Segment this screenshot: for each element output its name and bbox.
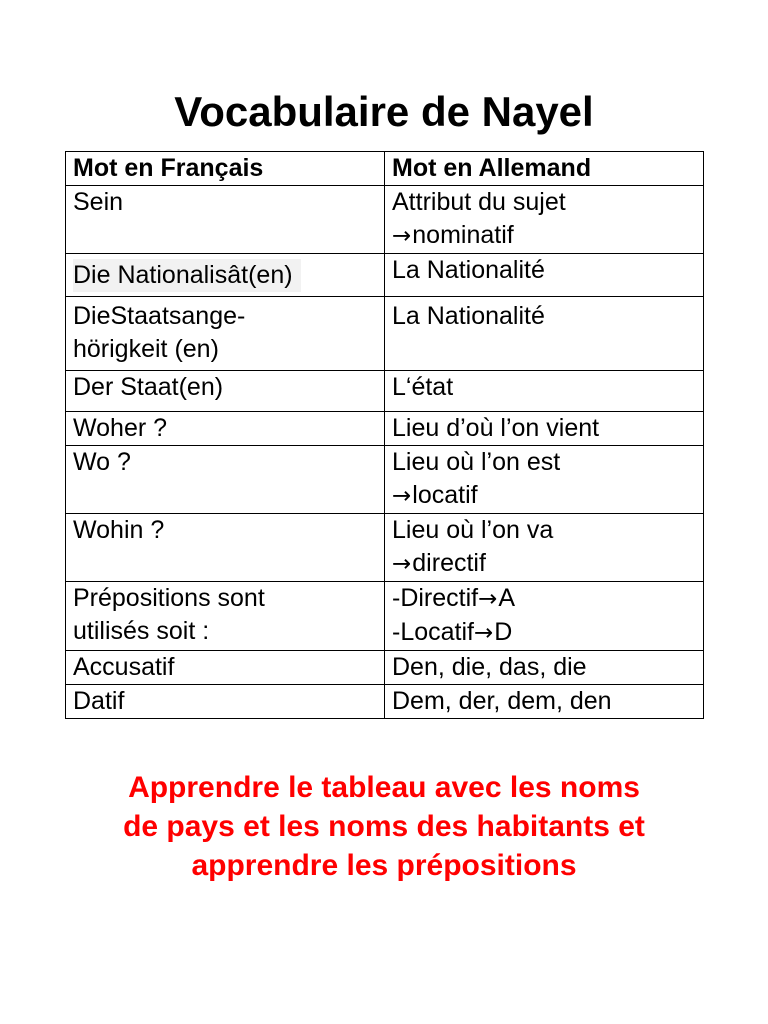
cell-text: Datif [73,687,125,715]
cell-french [66,582,385,651]
cell-text: Woher ? [73,414,168,442]
table-row [66,371,704,412]
table-header-row [66,152,704,186]
cell-german [385,651,704,685]
table-row [66,297,704,371]
cell-french [66,254,385,297]
cell-french [66,412,385,446]
cell-text: Accusatif [73,653,175,681]
cell-text: D [494,618,513,646]
vocabulary-table [65,151,704,719]
cell-french [66,446,385,514]
cell-text: Den, die, das, die [392,653,587,681]
note-line: apprendre les prépositions [191,849,577,882]
page-title: Vocabulaire de Nayel [174,88,594,135]
cell-german [385,186,704,254]
right-arrow-icon: → [392,483,412,509]
table-row [66,186,704,254]
cell-text: La Nationalité [392,302,545,330]
cell-text: Lieu d’où l’on vient [392,414,600,442]
cell-text: utilisés soit : [73,617,210,645]
cell-french [66,514,385,582]
note-line: de pays et les noms des habitants et [123,810,645,843]
column-header-french: Mot en Français [66,152,385,186]
table-row [66,254,704,297]
cell-german [385,254,704,297]
cell-german [385,297,704,371]
cell-text: L‘état [392,373,454,401]
cell-text: -Locatif [392,618,474,646]
cell-text: Prépositions sont [73,584,265,612]
cell-text: Attribut du sujet [392,188,566,216]
table-row [66,651,704,685]
cell-text: Der Staat(en) [73,373,224,401]
instruction-note [0,768,768,885]
cell-text: locatif [412,481,478,509]
cell-french [66,651,385,685]
table-row [66,514,704,582]
cell-text: Dem, der, dem, den [392,687,612,715]
table-row [66,685,704,719]
cell-text: Lieu où l’on est [392,448,561,476]
right-arrow-icon: → [392,223,412,249]
right-arrow-icon: → [478,586,498,612]
cell-german [385,371,704,412]
cell-french [66,186,385,254]
cell-text: DieStaatsange- [73,302,246,330]
cell-text: Die Nationalisât(en) [73,259,301,292]
cell-german [385,446,704,514]
table-row [66,446,704,514]
cell-text: Wo ? [73,448,131,476]
right-arrow-icon: → [392,551,412,577]
note-line: Apprendre le tableau avec les noms [128,771,640,804]
table-row [66,582,704,651]
table-row [66,412,704,446]
column-header-german: Mot en Allemand [385,152,704,186]
cell-text: -Directif [392,584,479,612]
cell-text: directif [412,549,486,577]
cell-german [385,685,704,719]
cell-german [385,412,704,446]
cell-french [66,685,385,719]
cell-text: Wohin ? [73,516,165,544]
cell-german [385,514,704,582]
cell-french [66,297,385,371]
cell-text: La Nationalité [392,256,545,284]
cell-text: Sein [73,188,124,216]
cell-text: hörigkeit (en) [73,335,219,363]
cell-text: Lieu où l’on va [392,516,554,544]
cell-text: A [498,584,516,612]
cell-german [385,582,704,651]
cell-text: nominatif [412,221,514,249]
right-arrow-icon: → [473,620,494,646]
cell-french [66,371,385,412]
